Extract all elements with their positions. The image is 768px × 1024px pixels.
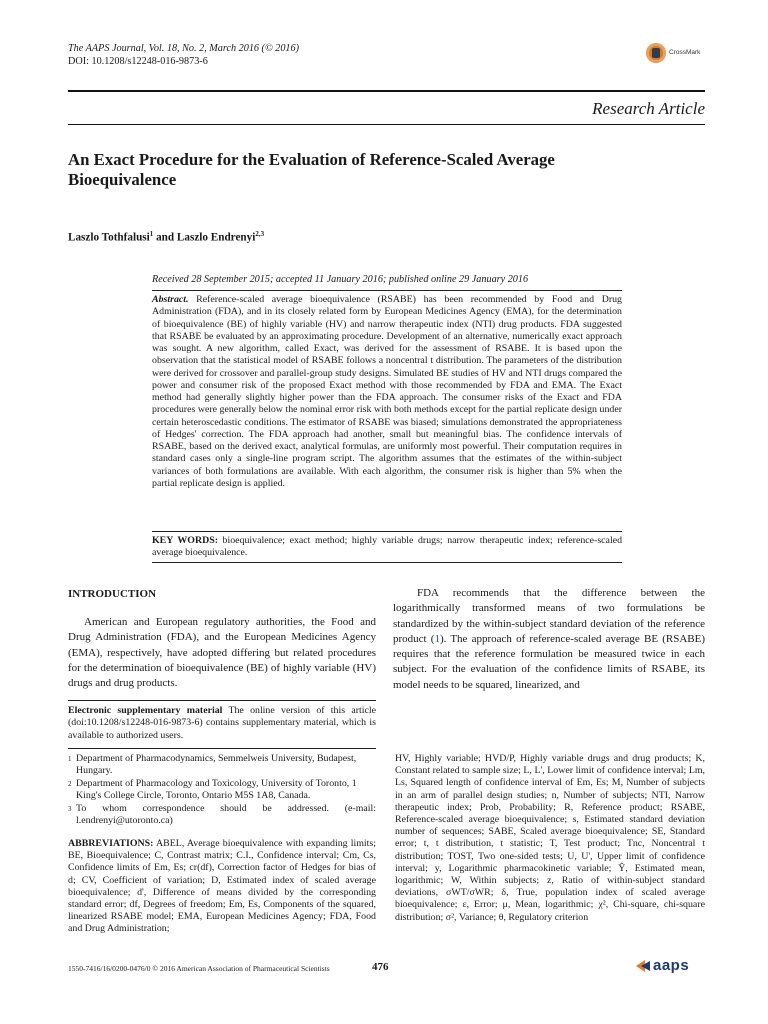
affiliation-number: 1 xyxy=(68,755,72,763)
section-type: Research Article xyxy=(592,99,705,118)
affiliation-1 xyxy=(68,753,376,777)
esm-bottom-rule xyxy=(68,748,376,749)
keywords xyxy=(152,535,622,560)
abbreviations-left xyxy=(68,838,376,936)
author-1-affil: 1 xyxy=(149,230,154,238)
crossmark-badge[interactable] xyxy=(646,43,706,65)
keywords-label: KEY WORDS: xyxy=(152,535,218,546)
esm-text: The online version of this article (doi:10.1208/s12248-016-9873-6) contains supplementary material, which is available to authorized users. xyxy=(68,705,376,741)
keywords-text: bioequivalence; exact method; highly variable drugs; narrow therapeutic index; reference-scaled average bioequivalence. xyxy=(152,535,623,559)
author-2[interactable]: Laszlo Endrenyi xyxy=(176,231,256,244)
page-number: 476 xyxy=(372,961,389,973)
affiliation-2 xyxy=(68,778,376,802)
esm-top-rule xyxy=(68,700,376,701)
author-1[interactable]: Laszlo Tothfalusi xyxy=(68,231,150,244)
header-rule xyxy=(68,90,705,92)
abstract-top-rule xyxy=(152,290,622,291)
right-paragraph-text-b: ). The approach of reference-scaled average BE (RSABE) requires that the reference formulation be measured twice in each subject. For the evaluation of the confidence limits of RSABE, its model needs to be squared, linearized, and xyxy=(393,632,705,691)
abstract-mid-rule xyxy=(152,531,622,532)
esm-note xyxy=(68,705,376,742)
abstract-label: Abstract. xyxy=(152,294,189,305)
affiliation-text: Department of Pharmacodynamics, Semmelweis University, Budapest, Hungary. xyxy=(76,753,357,776)
abstract xyxy=(152,294,622,490)
abstract-bottom-rule xyxy=(152,562,622,563)
journal-header xyxy=(68,43,299,68)
right-paragraph-text-a: FDA recommends that the difference between the logarithmically transformed means of two formulations be standardized by the within-subject standard deviation of the reference product ( xyxy=(393,587,705,645)
journal-line: The AAPS Journal, Vol. 18, No. 2, March 2016 (© 2016) xyxy=(68,43,299,54)
right-column-paragraph xyxy=(393,586,705,693)
abbreviations-right: HV, Highly variable; HVD/P, Highly variable drugs and drug products; K, Constant related to sample size; L, L', Lower limit of confidence interval; Lm, Ls, Squared length of confidence interval of Em, Es; M, Number of subjects in an arm of parallel design studies; n, Number of subjects; NTI, Narrow therapeutic index; Prob, Probability; R, Reference product; RSABE, Reference-scaled average bioequivalence; s, Estimated standard deviation number of sequences; SABE, Scaled average bioequivalence; SE, Standard error; t, t distribution, t statistic; T, Test product; Tnc, Noncentral t distribution; TOST, Two one-sided tests; U, U', Upper limit of confidence interval; y, Logarithmic pharmacokinetic variable; Ŷ, Estimated mean, logarithmic; W, Within subjects; z, Ratio of within-subject standard deviations, σWT/σWR; δ, True, population index of scaled average bioequivalence; ε, Error; μ, Mean, logarithmic; χ², Chi-square, chi-square distribution; σ², Variance; θ, Regulatory criterion xyxy=(395,753,705,923)
crossmark-label: CrossMark xyxy=(669,49,701,56)
author-2-affil: 2,3 xyxy=(255,230,265,238)
abstract-text: Reference-scaled average bioequivalence (RSABE) has been recommended by Food and Drug Administration (FDA), and in its closely related form by European Medicines Agency (EMA), for the determination of bioequivalence (BE) of highly variable (HV) and narrow therapeutic index (NTI) drug products. FDA suggested that RSABE be evaluated by an approximating procedure. Development of an alternative, numerically exact approach was sought. A new algorithm, called Exact, was derived for the assessment of RSABE. It is based upon the observation that the statistical model of RSABE follows a noncentral t distribution. The parameters of the distribution were derived for crossover and parallel-group study designs. Simulated BE studies of HV and NTI drugs compared the power and consumer risk of the proposed Exact method with those recommended by FDA and EMA. The Exact method had generally slightly higher power than the FDA approach. The consumer risks of the Exact and FDA procedures were generally below the nominal error risk with both methods except for the partial replicate design under certain heteroscedastic conditions. The estimator of RSABE was biased; simulations demonstrated the appropriateness of Hedges' correction. The FDA approach had another, small but meaningful bias. The confidence intervals of RSABE, based on the derived exact, analytical formulas, are uniformly most powerful. Their computation requires in standard cases only a single-line program script. The algorithm assumes that the estimates of the within-subject variances of both formulations are available. With each algorithm, the consumer risk is higher than 5% when the partial replicate design is applied. xyxy=(152,294,622,489)
aaps-arrow-icon xyxy=(636,959,650,973)
article-title: An Exact Procedure for the Evaluation of Reference-Scaled Average Bioequivalence xyxy=(68,150,555,189)
affiliation-3 xyxy=(68,803,376,827)
reference-link[interactable]: 1 xyxy=(434,632,440,645)
received-dates: Received 28 September 2015; accepted 11 January 2016; published online 29 January 2016 xyxy=(152,274,529,285)
introduction-paragraph: American and European regulatory authorities, the Food and Drug Administration (FDA), and the European Medicines Agency (EMA), respectively, have adopted differing but related procedures for the determination of bioequivalence (BE) of highly variable (HV) drugs and drug products. xyxy=(68,616,376,690)
affiliation-text: To whom correspondence should be addressed. (e-mail: l.endrenyi@utoronto.ca) xyxy=(76,803,376,826)
abbreviations-label: ABBREVIATIONS: xyxy=(68,838,154,849)
aaps-logo xyxy=(636,956,706,976)
authors-and: and xyxy=(153,231,177,244)
authors xyxy=(68,230,264,244)
crossmark-icon xyxy=(646,43,666,63)
esm-label: Electronic supplementary material xyxy=(68,705,223,716)
section-rule xyxy=(68,124,705,125)
introduction-heading: INTRODUCTION xyxy=(68,588,157,600)
abbreviations-left-text: ABEL, Average bioequivalence with expanding limits; BE, Bioequivalence; C, Contrast matrix; C.I., Confidence interval; Cm, Cs, Confidence limits of Em, Es; cr(df), Correction factor of Hedges for bias of d; CV, Coefficient of variation; D, Estimated index of scaled average bioequivalence; d', Difference of means divided by the corresponding standard error; df, Degrees of freedom; Em, Es, Components of the squared, linearized RSABE model; EMA, European Medicines Agency; FDA, Food and Drug Administration; xyxy=(68,838,376,935)
affiliation-text: Department of Pharmacology and Toxicology, University of Toronto, 1 King's College Circle, Toronto, Ontario M5S 1A8, Canada. xyxy=(76,778,357,801)
doi-line: DOI: 10.1208/s12248-016-9873-6 xyxy=(68,55,208,67)
affiliation-number: 3 xyxy=(68,805,72,813)
aaps-logo-text: aaps xyxy=(653,957,690,974)
affiliation-number: 2 xyxy=(68,780,72,788)
issn-copyright: 1550-7416/16/0200-0476/0 © 2016 American Association of Pharmaceutical Scientists xyxy=(68,964,330,973)
